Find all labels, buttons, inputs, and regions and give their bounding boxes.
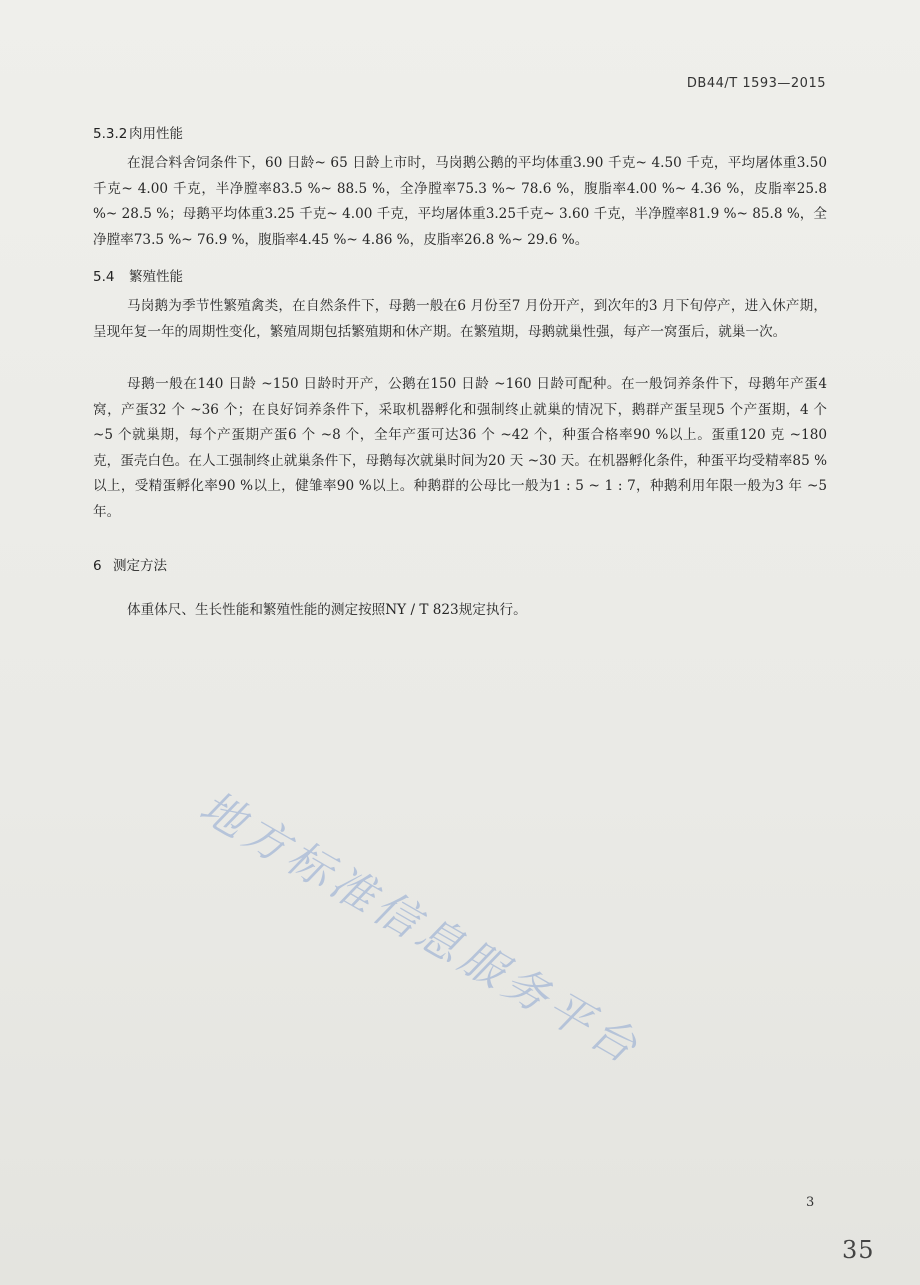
- section-title: 肉用性能: [129, 126, 183, 142]
- section-title: 繁殖性能: [129, 269, 183, 285]
- document-code: DB44/T 1593—2015: [686, 76, 826, 91]
- section-title: 测定方法: [113, 558, 167, 574]
- paragraph-test-methods: 体重体尺、生长性能和繁殖性能的测定按照NY / T 823规定执行。: [127, 602, 527, 618]
- section-number: 5.4: [93, 269, 115, 285]
- section-heading-5-3-2: [93, 122, 183, 142]
- watermark-text: 地方标准信息服务平台: [191, 781, 650, 1076]
- section-heading-5-4: [93, 265, 183, 285]
- section-number: 5.3.2: [93, 126, 128, 142]
- corner-page-number: 35: [842, 1236, 875, 1264]
- paragraph-breeding-season: 马岗鹅为季节性繁殖禽类，在自然条件下，母鹅一般在6 月份至7 月份开产，到次年的3 月下旬停产，进入休产期，呈现年复一年的周期性变化，繁殖周期包括繁殖期和休产期。在繁殖期，母鹅就巢性强，每产一窝蛋后，就巢一次。: [93, 298, 827, 340]
- paragraph-breeding-details: 母鹅一般在140 日龄 ~150 日龄时开产，公鹅在150 日龄 ~160 日龄可配种。在一般饲养条件下，母鹅年产蛋4 窝，产蛋32 个 ~36 个；在良好饲养条件下，采取机器孵化和强制终止就巢的情况下，鹅群产蛋呈现5 个产蛋期，4 个 ~5 个就巢期，每个产蛋期产蛋6 个 ~8 个，全年产蛋可达36 个 ~42 个，种蛋合格率90 %以上。蛋重120 克 ~180 克，蛋壳白色。在人工强制终止就巢条件下，母鹅每次就巢时间为20 天 ~30 天。在机器孵化条件，种蛋平均受精率85 %以上，受精蛋孵化率90 %以上，健雏率90 %以上。种鹅群的公母比一般为1 : 5 ~ 1 : 7，种鹅利用年限一般为3 年 ~5 年。: [93, 376, 827, 520]
- section-number: 6: [93, 558, 102, 574]
- paragraph-meat-performance: 在混合料舍饲条件下，60 日龄~ 65 日龄上市时，马岗鹅公鹅的平均体重3.90 千克~ 4.50 千克，平均屠体重3.50 千克~ 4.00 千克，半净膛率83.5 %~ 88.5 %，全净膛率75.3 %~ 78.6 %，腹脂率4.00 %~ 4.36 %，皮脂率25.8 %~ 28.5 %；母鹅平均体重3.25 千克~ 4.00 千克，平均屠体重3.25千克~ 3.60 千克，半净膛率81.9 %~ 85.8 %，全净膛率73.5 %~ 76.9 %，腹脂率4.45 %~ 4.86 %，皮脂率26.8 %~ 29.6 %。: [93, 155, 827, 248]
- section-heading-6: [93, 554, 167, 574]
- page-number: 3: [806, 1195, 815, 1210]
